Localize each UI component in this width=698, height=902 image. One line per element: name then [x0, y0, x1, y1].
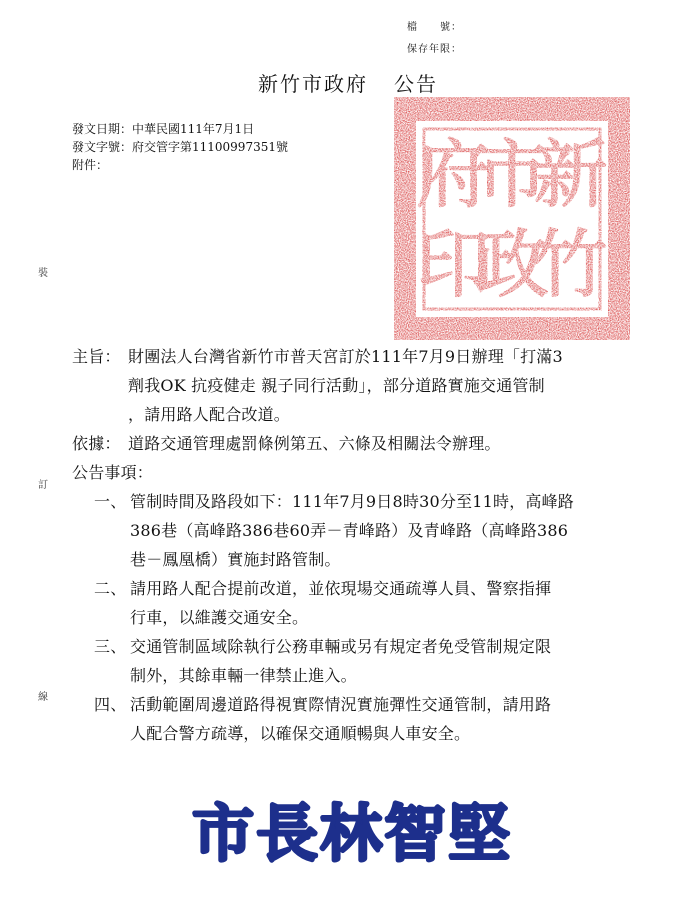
subject-label: 主旨： [72, 347, 121, 366]
notice-item-2-line-1: 請用路人配合提前改道，並依現場交通疏導人員、警察指揮 [130, 579, 552, 598]
mayor-signature-graphic [182, 793, 522, 871]
margin-mark-bind: 裝 [38, 268, 48, 279]
document-number: 發文字號：府交管字第11100997351號 [72, 140, 288, 154]
seal-character: 新 [533, 132, 608, 218]
notice-item-3-line-2: 制外，其餘車輛一律禁止進入。 [130, 666, 357, 685]
seal-character: 市 [475, 132, 549, 218]
subject-line-1: 財團法人台灣省新竹市普天宮訂於111年7月9日辦理「打滿3 [128, 347, 563, 366]
attachment-label: 附件： [72, 158, 109, 172]
notice-item-4-line-2: 人配合警方疏導，以確保交通順暢與人車安全。 [130, 724, 471, 743]
notice-item-4-line-1: 活動範圍周邊道路得視實際情況實施彈性交通管制，請用路 [130, 695, 552, 714]
seal-character: 政 [475, 222, 549, 308]
basis-label: 依據： [72, 434, 121, 453]
margin-mark-line: 線 [38, 692, 48, 703]
notice-item-2-number: 二、 [94, 579, 127, 598]
notice-item-3-number: 三、 [94, 637, 127, 656]
document-type: 公告 [394, 72, 438, 96]
svg-text:市長林智堅: 市長林智堅 [191, 797, 513, 870]
retention-period-label: 保存年限： [407, 44, 462, 55]
notice-item-2-line-2: 行車，以維護交通安全。 [130, 608, 309, 627]
file-number-label: 檔 號： [407, 22, 462, 33]
issuing-agency: 新竹市政府 [258, 72, 368, 96]
notice-item-4-number: 四、 [94, 695, 127, 714]
document-title [258, 68, 438, 97]
seal-character: 竹 [533, 222, 608, 308]
seal-character: 印 [416, 222, 491, 308]
subject-line-2: 劑我OK 抗疫健走 親子同行活動」，部分道路實施交通管制 [128, 376, 545, 395]
notice-items-label: 公告事項： [72, 463, 154, 482]
notice-item-1-line-1: 管制時間及路段如下：111年7月9日8時30分至11時，高峰路 [130, 492, 574, 511]
notice-item-1-number: 一、 [94, 492, 127, 511]
issue-date: 發文日期：中華民國111年7月1日 [72, 122, 255, 136]
notice-item-1-line-2: 386巷（高峰路386巷60弄－青峰路）及青峰路（高峰路386 [130, 521, 569, 540]
notice-item-1-line-3: 巷－鳳凰橋）實施封路管制。 [130, 550, 341, 569]
margin-mark-staple: 訂 [38, 480, 48, 491]
official-seal-graphic [394, 97, 630, 340]
official-seal [394, 97, 630, 340]
basis-text: 道路交通管理處罰條例第五、六條及相關法令辦理。 [128, 434, 501, 453]
mayor-signature [182, 793, 522, 871]
seal-character: 府 [416, 132, 491, 218]
subject-line-3: ，請用路人配合改道。 [128, 405, 291, 424]
notice-item-3-line-1: 交通管制區域除執行公務車輛或另有規定者免受管制規定限 [130, 637, 552, 656]
